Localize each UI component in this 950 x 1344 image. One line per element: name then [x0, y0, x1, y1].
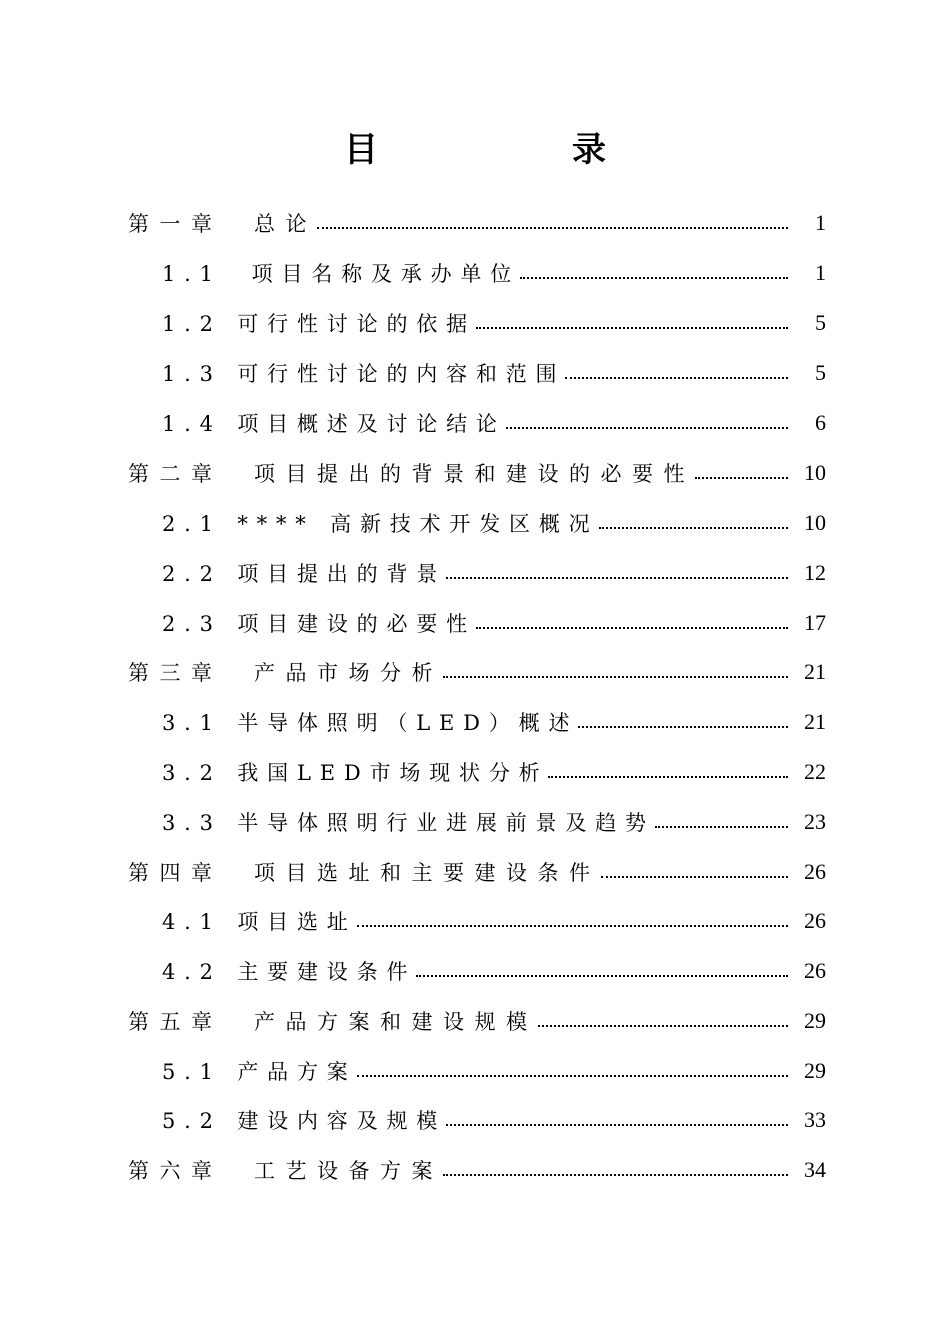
toc-section-5-2[interactable]	[162, 1103, 826, 1137]
toc-page-number: 1	[815, 210, 826, 235]
toc-page-number: 1	[815, 260, 826, 285]
dot-leader	[357, 925, 788, 927]
dot-leader	[655, 826, 788, 828]
toc-page-number: 12	[804, 560, 826, 585]
dot-leader	[446, 1124, 788, 1126]
toc-entry-label: 第四章 项目选址和主要建设条件	[128, 861, 601, 885]
dot-leader	[416, 975, 788, 977]
toc-section-5-1[interactable]	[162, 1054, 826, 1088]
toc-entry-label: 3.3 半导体照明行业进展前景及趋势	[162, 811, 655, 835]
dot-leader	[538, 1025, 789, 1027]
toc-chapter-2[interactable]	[128, 456, 826, 490]
toc-entry-label: 第二章 项目提出的背景和建设的必要性	[128, 462, 695, 486]
dot-leader	[476, 627, 788, 629]
toc-entry-label: 1.3 可行性讨论的内容和范围	[162, 362, 566, 386]
dot-leader	[443, 1174, 788, 1176]
toc-entry-label: 2.2 项目提出的背景	[162, 562, 447, 586]
toc-page-number: 23	[804, 809, 826, 834]
toc-page-number: 34	[804, 1157, 826, 1182]
toc-entry-label: 1.2 可行性讨论的依据	[162, 312, 476, 336]
toc-page-number: 5	[815, 310, 826, 335]
toc-entry-label: 第三章 产品市场分析	[128, 661, 443, 685]
toc-entry-label: 3.2 我国LED市场现状分析	[162, 761, 549, 785]
toc-page-number: 21	[804, 709, 826, 734]
toc-section-1-1[interactable]	[162, 256, 826, 290]
toc-page-number: 21	[804, 659, 826, 684]
toc-entry-label: 1.1 项目名称及承办单位	[162, 262, 521, 286]
toc-page-number: 29	[804, 1058, 826, 1083]
toc-section-2-2[interactable]	[162, 556, 826, 590]
toc-entry-label: 2.3 项目建设的必要性	[162, 612, 476, 636]
toc-entry-label: 5.2 建设内容及规模	[162, 1109, 447, 1133]
toc-section-3-3[interactable]	[162, 805, 826, 839]
toc-chapter-6[interactable]	[128, 1153, 826, 1187]
toc-entry-label: 4.2 主要建设条件	[162, 960, 417, 984]
toc-chapter-3[interactable]	[128, 655, 826, 689]
dot-leader	[520, 277, 788, 279]
dot-leader	[506, 427, 788, 429]
dot-leader	[443, 676, 788, 678]
toc-page-number: 26	[804, 859, 826, 884]
dot-leader	[548, 776, 788, 778]
toc-entry-label: 第六章 工艺设备方案	[128, 1159, 443, 1183]
toc-entry-label: 第一章 总论	[128, 212, 317, 236]
toc-chapter-1[interactable]	[128, 206, 826, 240]
toc-section-3-1[interactable]	[162, 705, 826, 739]
dot-leader	[578, 726, 788, 728]
toc-section-4-2[interactable]	[162, 954, 826, 988]
toc-entry-label: 3.1 半导体照明（LED）概述	[162, 711, 579, 735]
toc-section-1-4[interactable]	[162, 406, 826, 440]
toc-page-number: 5	[815, 360, 826, 385]
toc-entry-label: 1.4 项目概述及讨论结论	[162, 412, 506, 436]
dot-leader	[446, 577, 788, 579]
toc-page-number: 10	[804, 460, 826, 485]
toc-entry-label: 第五章 产品方案和建设规模	[128, 1010, 538, 1034]
toc-page-number: 33	[804, 1107, 826, 1132]
toc-page-number: 17	[804, 610, 826, 635]
toc-section-2-3[interactable]	[162, 606, 826, 640]
toc-page-number: 26	[804, 908, 826, 933]
toc-page-number: 29	[804, 1008, 826, 1033]
toc-section-4-1[interactable]	[162, 904, 826, 938]
toc-entry-label: 2.1 **** 高新技术开发区概况	[162, 512, 599, 536]
toc-entry-label: 5.1 产品方案	[162, 1060, 357, 1084]
dot-leader	[601, 876, 789, 878]
toc-section-1-3[interactable]	[162, 356, 826, 390]
toc-section-2-1[interactable]	[162, 506, 826, 540]
toc-title: 目 录	[344, 130, 686, 170]
toc-page-number: 6	[815, 410, 826, 435]
toc-page-number: 26	[804, 958, 826, 983]
toc-page-number: 10	[804, 510, 826, 535]
toc-chapter-4[interactable]	[128, 855, 826, 889]
toc-page-number: 22	[804, 759, 826, 784]
toc-section-3-2[interactable]	[162, 755, 826, 789]
dot-leader	[476, 327, 788, 329]
dot-leader	[317, 227, 788, 229]
dot-leader	[695, 477, 788, 479]
dot-leader	[565, 377, 788, 379]
toc-entry-label: 4.1 项目选址	[162, 910, 357, 934]
toc-chapter-5[interactable]	[128, 1004, 826, 1038]
dot-leader	[599, 527, 788, 529]
dot-leader	[357, 1075, 788, 1077]
toc-section-1-2[interactable]	[162, 306, 826, 340]
